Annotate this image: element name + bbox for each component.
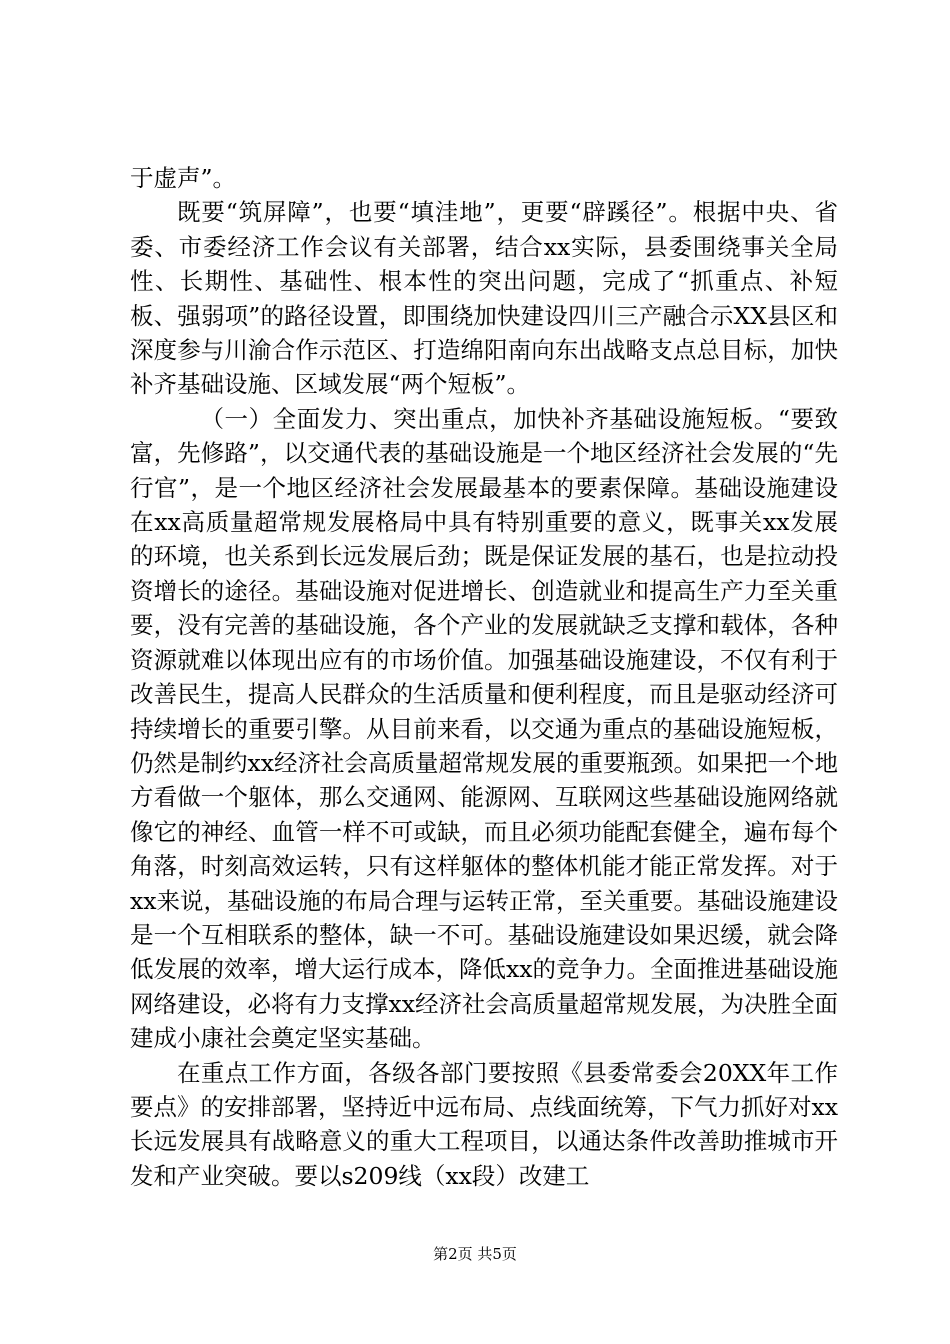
document-body — [130, 161, 838, 1193]
paragraph-section-heading: （一）全面发力、突出重点，加快补齐基础设施短板。“要致富，先修路”，以交通代表的基础设施是一个地区经济社会发展的“先行官”，是一个地区经济社会发展最基本的要素保障。基础设施建设在xx高质量超常规发展格局中具有特别重要的意义，既事关xx发展的环境，也关系到长远发展后劲；既是保证发展的基石，也是拉动投资增长的途径。基础设施对促进增长、创造就业和提高生产力至关重要，没有完善的基础设施，各个产业的发展就缺乏支撑和载体，各种资源就难以体现出应有的市场价值。加强基础设施建设，不仅有利于改善民生，提高人民群众的生活质量和便利程度，而且是驱动经济可持续增长的重要引擎。从目前来看，以交通为重点的基础设施短板，仍然是制约xx经济社会高质量超常规发展的重要瓶颈。如果把一个地方看做一个躯体，那么交通网、能源网、互联网这些基础设施网络就像它的神经、血管一样不可或缺，而且必须功能配套健全，遍布每个角落，时刻高效运转，只有这样躯体的整体机能才能正常发挥。对于xx来说，基础设施的布局合理与运转正常，至关重要。基础设施建设是一个互相联系的整体，缺一不可。基础设施建设如果迟缓，就会降低发展的效率，增大运行成本，降低xx的竞争力。全面推进基础设施网络建设，必将有力支撑xx经济社会高质量超常规发展，为决胜全面建成小康社会奠定坚实基础。 — [130, 404, 839, 1053]
paragraph: 在重点工作方面，各级各部门要按照《县委常委会20XX年工作要点》的安排部署，坚持近中远布局、点线面统筹，下气力抓好对xx长远发展具有战略意义的重大工程项目，以通达条件改善助推城市开发和产业突破。要以s209线（xx段）改建工 — [130, 1058, 839, 1190]
paragraph-continuation: 于虚声”。 — [130, 164, 237, 192]
paragraph: 既要“筑屏障”，也要“填洼地”，更要“辟蹊径”。根据中央、省委、市委经济工作会议有关部署，结合xx实际，县委围绕事关全局性、长期性、基础性、根本性的突出问题，完成了“抓重点、补短板、强弱项”的路径设置，即围绕加快建设四川三产融合示XX县区和深度参与川渝合作示范区、打造绵阳南向东出战略支点总目标，加快补齐基础设施、区域发展“两个短板”。 — [130, 198, 838, 399]
page-footer: 第2页 共5页 — [433, 1245, 517, 1263]
